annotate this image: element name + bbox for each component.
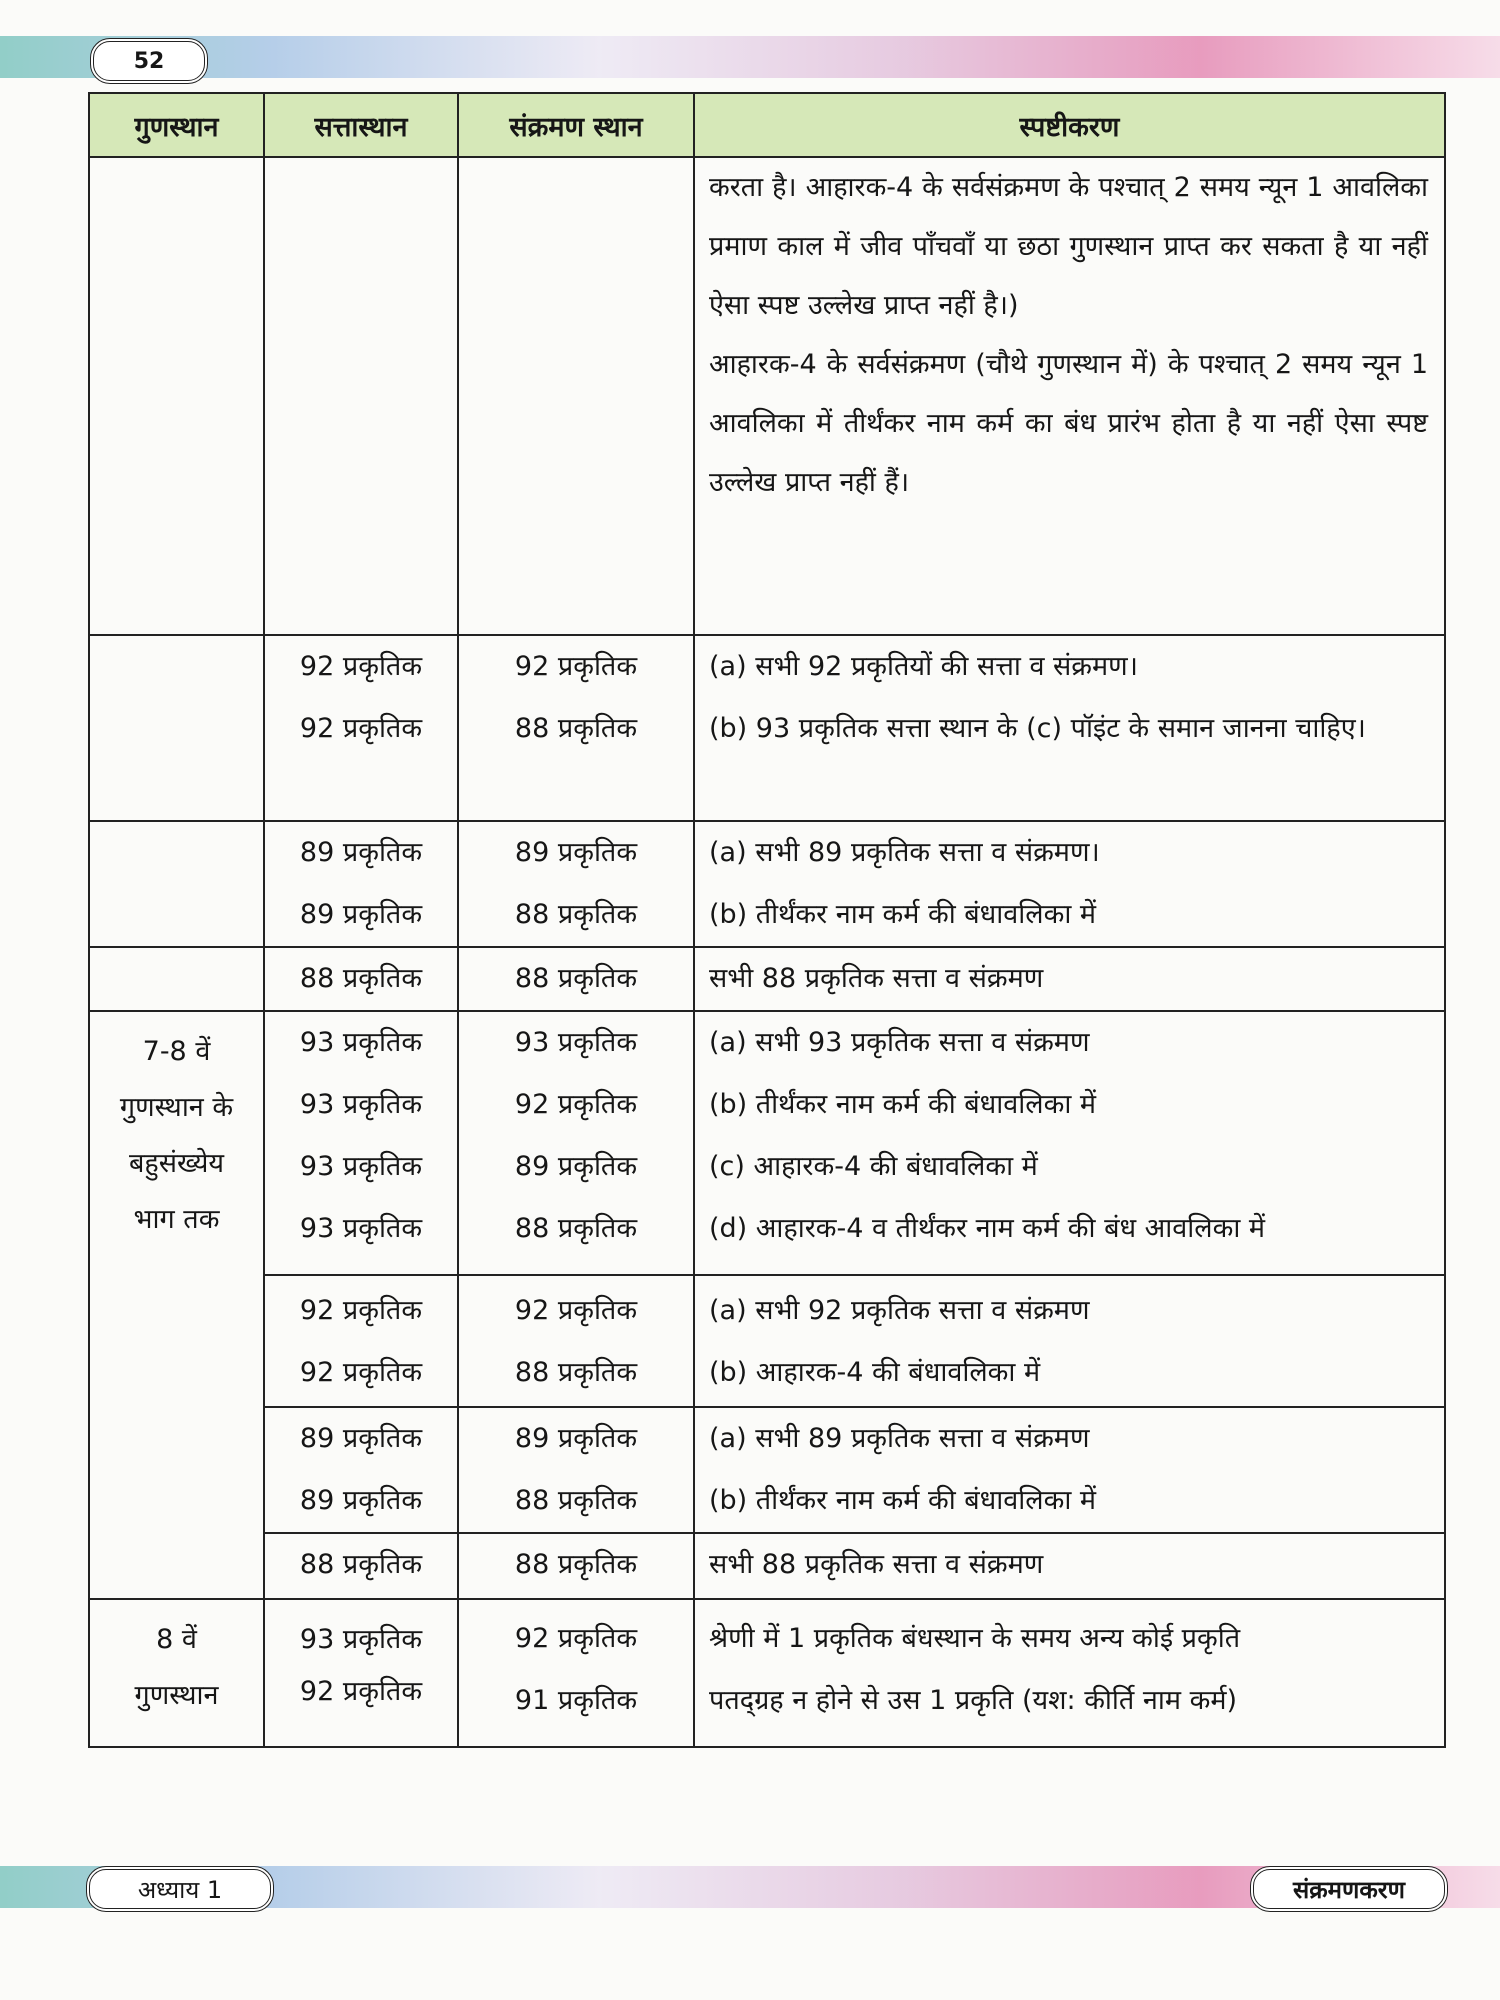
satta-value: 89 प्रकृतिक [299,837,423,868]
gunasthan-text: 8 वें [156,1624,197,1655]
chapter-label: अध्याय 1 [86,1866,274,1912]
explanation-line: (a) सभी 92 प्रकृतियों की सत्ता व संक्रमण। [709,651,1138,682]
explanation-line: (a) सभी 89 प्रकृतिक सत्ता व संक्रमण [709,1423,1090,1454]
sankraman-cell [458,1011,694,1275]
sankraman-cell: 88 प्रकृतिक [458,947,694,1011]
explanation-cell [694,635,1445,821]
table-header-row [89,93,1445,157]
sankraman-cell [458,635,694,821]
sankraman-cell [458,1599,694,1747]
sankraman-value: 89 प्रकृतिक [514,1151,638,1182]
sankraman-value: 89 प्रकृतिक [514,837,638,868]
topic-label: संक्रमणकरण [1250,1866,1448,1912]
satta-cell [264,1407,458,1533]
explanation-cell [694,821,1445,947]
explanation-line: (b) तीर्थंकर नाम कर्म की बंधावलिका में [709,1485,1097,1516]
explanation-line: श्रेणी में 1 प्रकृतिक बंधस्थान के समय अन्य कोई प्रकृति [709,1623,1241,1654]
explanation-cell: सभी 88 प्रकृतिक सत्ता व संक्रमण [694,947,1445,1011]
table-row [89,1407,1445,1533]
table-row [89,1599,1445,1747]
header-gunasthan: गुणस्थान [89,93,264,157]
satta-cell [264,1011,458,1275]
sankraman-value: 89 प्रकृतिक [514,1423,638,1454]
table-row [89,947,1445,1011]
table-row [89,635,1445,821]
satta-value: 89 प्रकृतिक [299,1423,423,1454]
gunasthan-text: 7-8 वें [142,1036,211,1067]
satta-value: 92 प्रकृतिक [299,713,423,744]
sankraman-value: 88 प्रकृतिक [514,899,638,930]
explanation-cell [694,1275,1445,1407]
sankraman-cell: 88 प्रकृतिक [458,1533,694,1599]
sankraman-value: 88 प्रकृतिक [514,1213,638,1244]
satta-value: 92 प्रकृतिक [299,1676,423,1707]
sankraman-value: 92 प्रकृतिक [514,1295,638,1326]
explanation-line: (d) आहारक-4 व तीर्थंकर नाम कर्म की बंध आवलिका में [709,1213,1266,1244]
satta-value: 93 प्रकृतिक [299,1089,423,1120]
explanation-line: (a) सभी 93 प्रकृतिक सत्ता व संक्रमण [709,1027,1090,1058]
sankraman-cell [458,1275,694,1407]
gunasthan-cell [89,635,264,821]
explanation-line: (b) आहारक-4 की बंधावलिका में [709,1357,1041,1388]
sankraman-value: 88 प्रकृतिक [514,1485,638,1516]
satta-cell [264,821,458,947]
explanation-line: (c) आहारक-4 की बंधावलिका में [709,1151,1038,1182]
sankraman-value: 91 प्रकृतिक [514,1685,638,1716]
gunasthan-text: गुणस्थान [134,1680,219,1711]
explanation-paragraph: आहारक-4 के सर्वसंक्रमण (चौथे गुणस्थान में) के पश्चात् 2 समय न्यून 1 आवलिका में तीर्थंकर नाम कर्म का बंध प्रारंभ होता है या नहीं ऐसा स्पष्ट उल्लेख प्राप्त नहीं हैं। [709,349,1428,498]
satta-cell [264,157,458,635]
satta-value: 93 प्रकृतिक [299,1213,423,1244]
gunasthan-cell [89,1011,264,1599]
satta-cell: 88 प्रकृतिक [264,1533,458,1599]
sankraman-value: 92 प्रकृतिक [514,1089,638,1120]
explanation-cell [694,1407,1445,1533]
table-row [89,821,1445,947]
gunasthan-text: भाग तक [133,1204,220,1235]
satta-cell [264,1275,458,1407]
explanation-paragraph: करता है। आहारक-4 के सर्वसंक्रमण के पश्चात् 2 समय न्यून 1 आवलिका प्रमाण काल में जीव पाँचवाँ या छठा गुणस्थान प्राप्त कर सकता है या नहीं ऐसा स्पष्ट उल्लेख प्राप्त नहीं है।) [709,172,1428,321]
satta-value: 93 प्रकृतिक [299,1027,423,1058]
satta-value: 92 प्रकृतिक [299,1357,423,1388]
satta-cell [264,635,458,821]
sankraman-value: 93 प्रकृतिक [514,1027,638,1058]
gunasthan-cell [89,1599,264,1747]
gunasthan-cell [89,157,264,635]
satta-value: 92 प्रकृतिक [299,651,423,682]
page-number: 52 [90,38,208,84]
sankraman-value: 88 प्रकृतिक [514,713,638,744]
explanation-cell [694,1599,1445,1747]
satta-value: 93 प्रकृतिक [299,1151,423,1182]
header-sankraman-sthan: संक्रमण स्थान [458,93,694,157]
satta-value: 93 प्रकृतिक [299,1624,423,1655]
sankraman-value: 92 प्रकृतिक [514,1623,638,1654]
sankraman-value: 88 प्रकृतिक [514,1357,638,1388]
satta-value: 92 प्रकृतिक [299,1295,423,1326]
explanation-line: (a) सभी 92 प्रकृतिक सत्ता व संक्रमण [709,1295,1090,1326]
explanation-line: (b) तीर्थंकर नाम कर्म की बंधावलिका में [709,899,1097,930]
sankraman-value: 92 प्रकृतिक [514,651,638,682]
header-spashtikaran: स्पष्टीकरण [694,93,1445,157]
satta-value: 89 प्रकृतिक [299,1485,423,1516]
table-row [89,1011,1445,1275]
gunasthan-text: गुणस्थान के [119,1092,234,1123]
explanation-cell: सभी 88 प्रकृतिक सत्ता व संक्रमण [694,1533,1445,1599]
table-row [89,1533,1445,1599]
sankraman-cell [458,1407,694,1533]
sankraman-table [88,92,1446,1748]
satta-value: 89 प्रकृतिक [299,899,423,930]
sankraman-cell [458,821,694,947]
explanation-line: पतद्ग्रह न होने से उस 1 प्रकृति (यश: कीर्ति नाम कर्म) [709,1685,1238,1716]
gunasthan-text: बहुसंख्येय [128,1148,225,1179]
satta-cell: 88 प्रकृतिक [264,947,458,1011]
gunasthan-cell [89,947,264,1011]
explanation-line: (b) तीर्थंकर नाम कर्म की बंधावलिका में [709,1089,1097,1120]
explanation-cell [694,1011,1445,1275]
table-row [89,157,1445,635]
gunasthan-cell [89,821,264,947]
explanation-cell [694,157,1445,635]
table-row [89,1275,1445,1407]
satta-cell [264,1599,458,1747]
explanation-line: (a) सभी 89 प्रकृतिक सत्ता व संक्रमण। [709,837,1100,868]
sankraman-cell [458,157,694,635]
explanation-line: (b) 93 प्रकृतिक सत्ता स्थान के (c) पॉइंट के समान जानना चाहिए। [709,713,1366,744]
header-sattasthan: सत्तास्थान [264,93,458,157]
header-decorative-band [0,36,1500,78]
